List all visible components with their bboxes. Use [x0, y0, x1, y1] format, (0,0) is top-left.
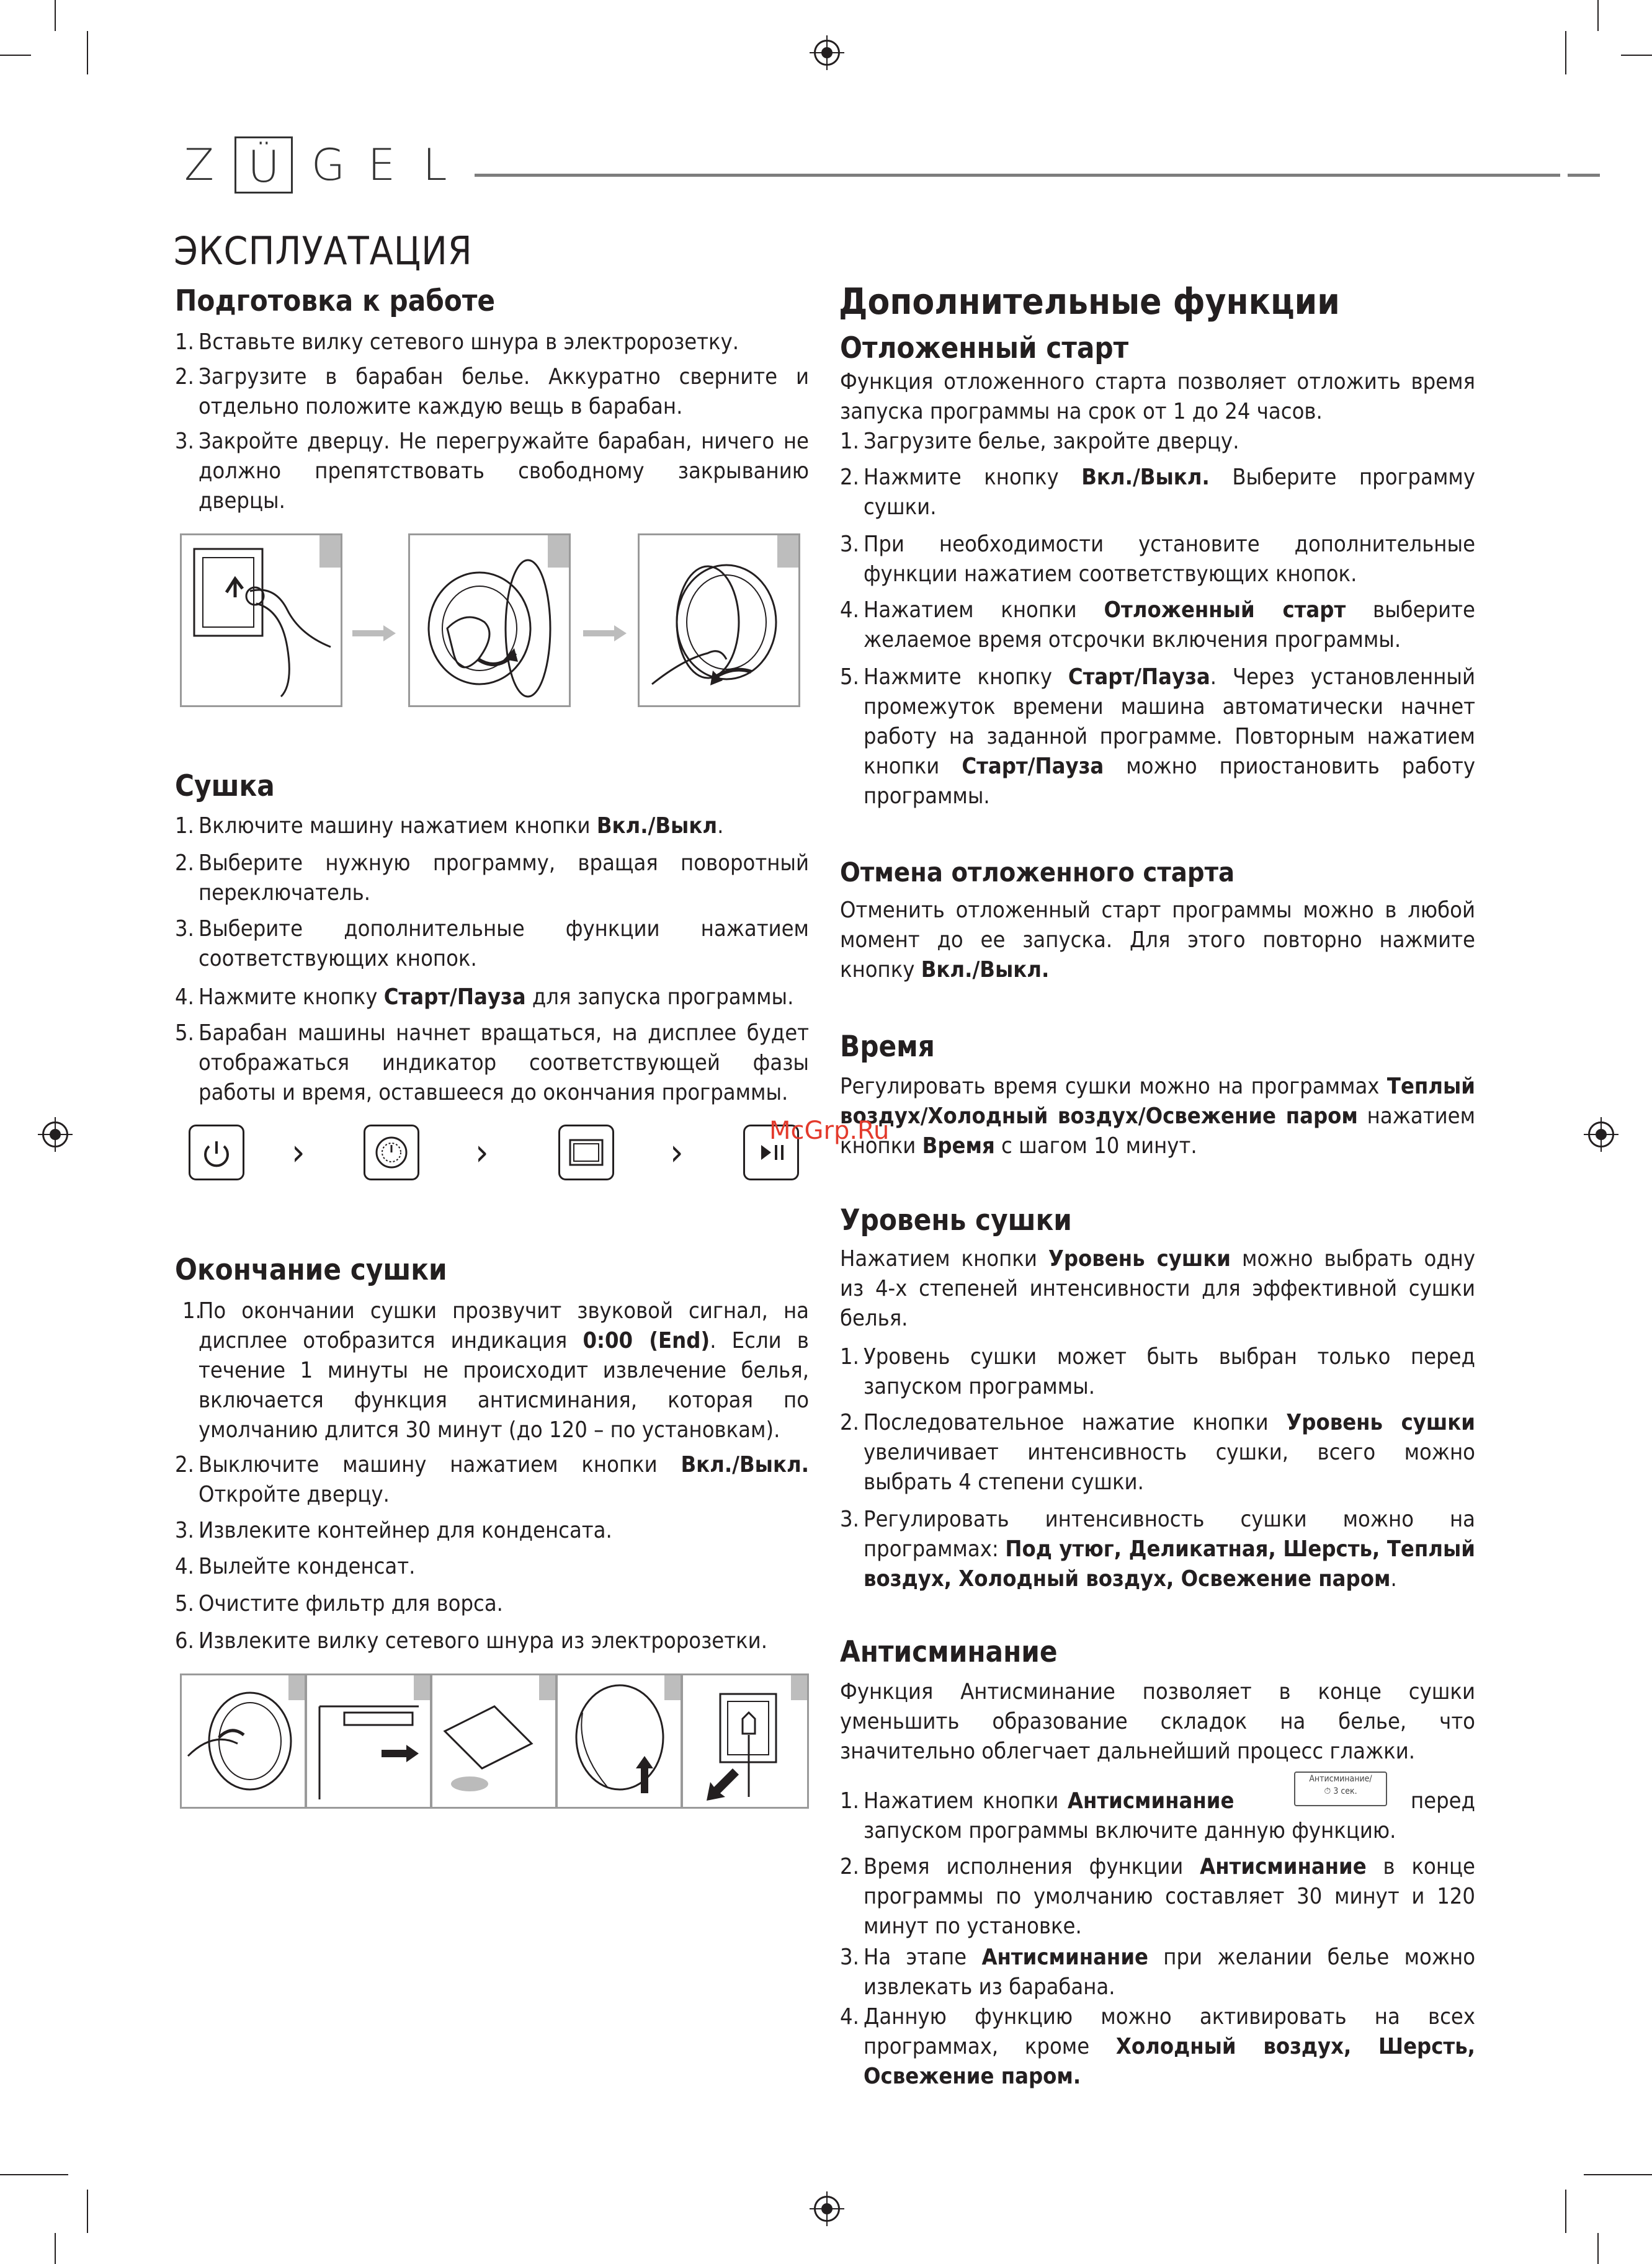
drying-end-heading: Окончание сушки — [175, 1253, 447, 1287]
list-item: 5. Очистите фильтр для ворса. — [175, 1591, 503, 1616]
list-item: 3. Извлеките контейнер для конденсата. — [175, 1518, 612, 1543]
prep-heading: Подготовка к работе — [175, 284, 496, 318]
arrow-right-icon — [352, 625, 396, 641]
lint-filter-illustration — [556, 1673, 682, 1809]
paragraph: Отменить отложенный старт программы можно в любой момент до ее запуска. Для этого повторно нажмите кнопку Вкл./Выкл. — [840, 898, 1475, 983]
list-item: 3. При необходимости установите дополнительные функции нажатием соответствующих кнопок. — [840, 532, 1475, 587]
list-item: 4. Нажатием кнопки Отложенный старт выберите желаемое время отсрочки включения программы. — [840, 597, 1475, 653]
crop-mark — [0, 55, 31, 56]
delay-start-heading: Отложенный старт — [840, 331, 1129, 365]
watermark: McGrp.Ru — [769, 1116, 890, 1145]
paragraph: Нажатием кнопки Уровень сушки можно выбрать одну из 4-х степеней интенсивности для эффективной сушки белья. — [840, 1246, 1476, 1331]
paragraph: Функция Антисминание позволяет в конце сушки уменьшить образование складок на белье, что значительно облегчает дальнейший процесс глажки. — [840, 1679, 1475, 1764]
chevron-right-icon: › — [475, 1131, 489, 1174]
section-title: ЭКСПЛУАТАЦИЯ — [174, 228, 473, 274]
chevron-right-icon: › — [292, 1131, 305, 1174]
chevron-right-icon: › — [670, 1131, 684, 1174]
crop-mark — [1565, 2190, 1566, 2233]
list-item: 5. Нажмите кнопку Старт/Пауза. Через установленный промежуток времени машина автоматически начнет работу на заданной программе. Повторным нажатием кнопки Старт/Пауза можно приостановить работу программы. — [840, 664, 1476, 809]
registration-mark — [42, 1121, 68, 1148]
open-door-illustration — [180, 1673, 306, 1809]
drying-heading: Сушка — [175, 769, 275, 803]
load-laundry-illustration — [408, 533, 571, 707]
close-door-illustration — [638, 533, 800, 707]
list-item: 1. Загрузите белье, закройте дверцу. — [840, 429, 1239, 454]
water-container-illustration — [305, 1673, 432, 1809]
anti-crease-button-icon: Антисминание/ ⏱ 3 сек. — [1294, 1772, 1387, 1806]
crop-mark — [55, 2233, 56, 2264]
crop-mark — [1597, 2233, 1599, 2264]
list-item: 2. Выключите машину нажатием кнопки Вкл./Выкл. Откройте дверцу. — [175, 1452, 809, 1507]
registration-mark — [1588, 1121, 1614, 1148]
page-heading: Дополнительные функции — [839, 280, 1340, 323]
unplug-illustration — [681, 1673, 809, 1809]
list-item: 1. Уровень сушки может быть выбран только перед запуском программы. — [840, 1344, 1475, 1399]
crop-mark — [1597, 0, 1599, 31]
list-item: 1. Вставьте вилку сетевого шнура в электророзетку. — [175, 329, 739, 355]
list-item: 2. Последовательное нажатие кнопки Уровень сушки увеличивает интенсивность сушки, всего можно выбрать 4 степени сушки. — [840, 1410, 1475, 1495]
list-item: 2. Нажмите кнопку Вкл./Выкл. Выберите программу сушки. — [840, 465, 1475, 520]
list-item: 2. Загрузите в барабан белье. Аккуратно сверните и отдельно положите каждую вещь в барабан. — [175, 364, 809, 419]
dry-level-heading: Уровень сушки — [840, 1203, 1072, 1237]
list-item: 3. Закройте дверцу. Не перегружайте барабан, ничего не должно препятствовать свободному закрыванию дверцы. — [175, 429, 809, 514]
list-item: 2. Выберите нужную программу, вращая поворотный переключатель. — [175, 850, 809, 906]
display-icon — [558, 1125, 614, 1180]
cancel-delay-heading: Отмена отложенного старта — [840, 857, 1235, 888]
registration-mark — [814, 2196, 840, 2222]
registration-mark — [814, 40, 840, 66]
arrow-right-icon — [583, 625, 627, 641]
list-item: 4. Нажмите кнопку Старт/Пауза для запуска программы. — [175, 984, 794, 1010]
power-button-icon — [189, 1125, 244, 1180]
plug-in-illustration — [180, 533, 342, 707]
pour-condensate-illustration — [431, 1673, 557, 1809]
paragraph: Функция отложенного старта позволяет отложить время запуска программы на срок от 1 до 24 часов. — [840, 369, 1475, 424]
crop-mark — [1565, 31, 1566, 74]
crop-mark — [0, 2174, 68, 2175]
list-item: 1. Включите машину нажатием кнопки Вкл./Выкл. — [175, 813, 724, 839]
list-item: 4. Вылейте конденсат. — [175, 1554, 416, 1579]
list-item: 3. Регулировать интенсивность сушки можно на программах: Под утюг, Деликатная, Шерсть, Теплый воздух, Холодный воздух, Освежение паром. — [840, 1507, 1475, 1592]
header-rule-end — [1568, 174, 1600, 177]
anti-crease-heading: Антисминание — [840, 1635, 1058, 1669]
time-heading: Время — [840, 1030, 935, 1064]
list-item: 3. Выберите дополнительные функции нажатием соответствующих кнопок. — [175, 916, 809, 971]
paragraph: Регулировать время сушки можно на программах Теплый воздух/Холодный воздух/Освежение паром нажатием кнопки Время с шагом 10 минут. — [840, 1074, 1476, 1159]
list-item: 2. Время исполнения функции Антисминание в конце программы по умолчанию составляет 30 минут и 120 минут по установке. — [840, 1854, 1475, 1939]
brand-logo: Z Ü G E L — [172, 136, 462, 194]
crop-mark — [87, 2190, 88, 2233]
list-item: 5. Барабан машины начнет вращаться, на дисплее будет отображаться индикатор соответствующей фазы работы и время, оставшееся до окончания программы. — [175, 1020, 809, 1105]
list-item: 1. Нажатием кнопки Антисминание перед запуском программы включите данную функцию. — [840, 1788, 1475, 1843]
crop-mark — [87, 31, 88, 74]
crop-mark — [1621, 55, 1652, 56]
list-item: 1. По окончании сушки прозвучит звуковой сигнал, на дисплее отобразится индикация 0:00 (End). Если в течение 1 минуты не происходит извлечение белья, включается функция антисминания, которая по умолчанию длится 30 минут (до 120 – по установкам). — [182, 1298, 809, 1443]
program-dial-icon — [364, 1125, 419, 1180]
list-item: 3. На этапе Антисминание при желании белье можно извлекать из барабана. — [840, 1945, 1475, 2000]
crop-mark — [55, 0, 56, 31]
list-item: 4. Данную функцию можно активировать на всех программах, кроме Холодный воздух, Шерсть, Освежение паром. — [840, 2004, 1475, 2089]
crop-mark — [1584, 2174, 1652, 2175]
header-rule — [475, 174, 1560, 177]
list-item: 6. Извлеките вилку сетевого шнура из электророзетки. — [175, 1628, 767, 1654]
